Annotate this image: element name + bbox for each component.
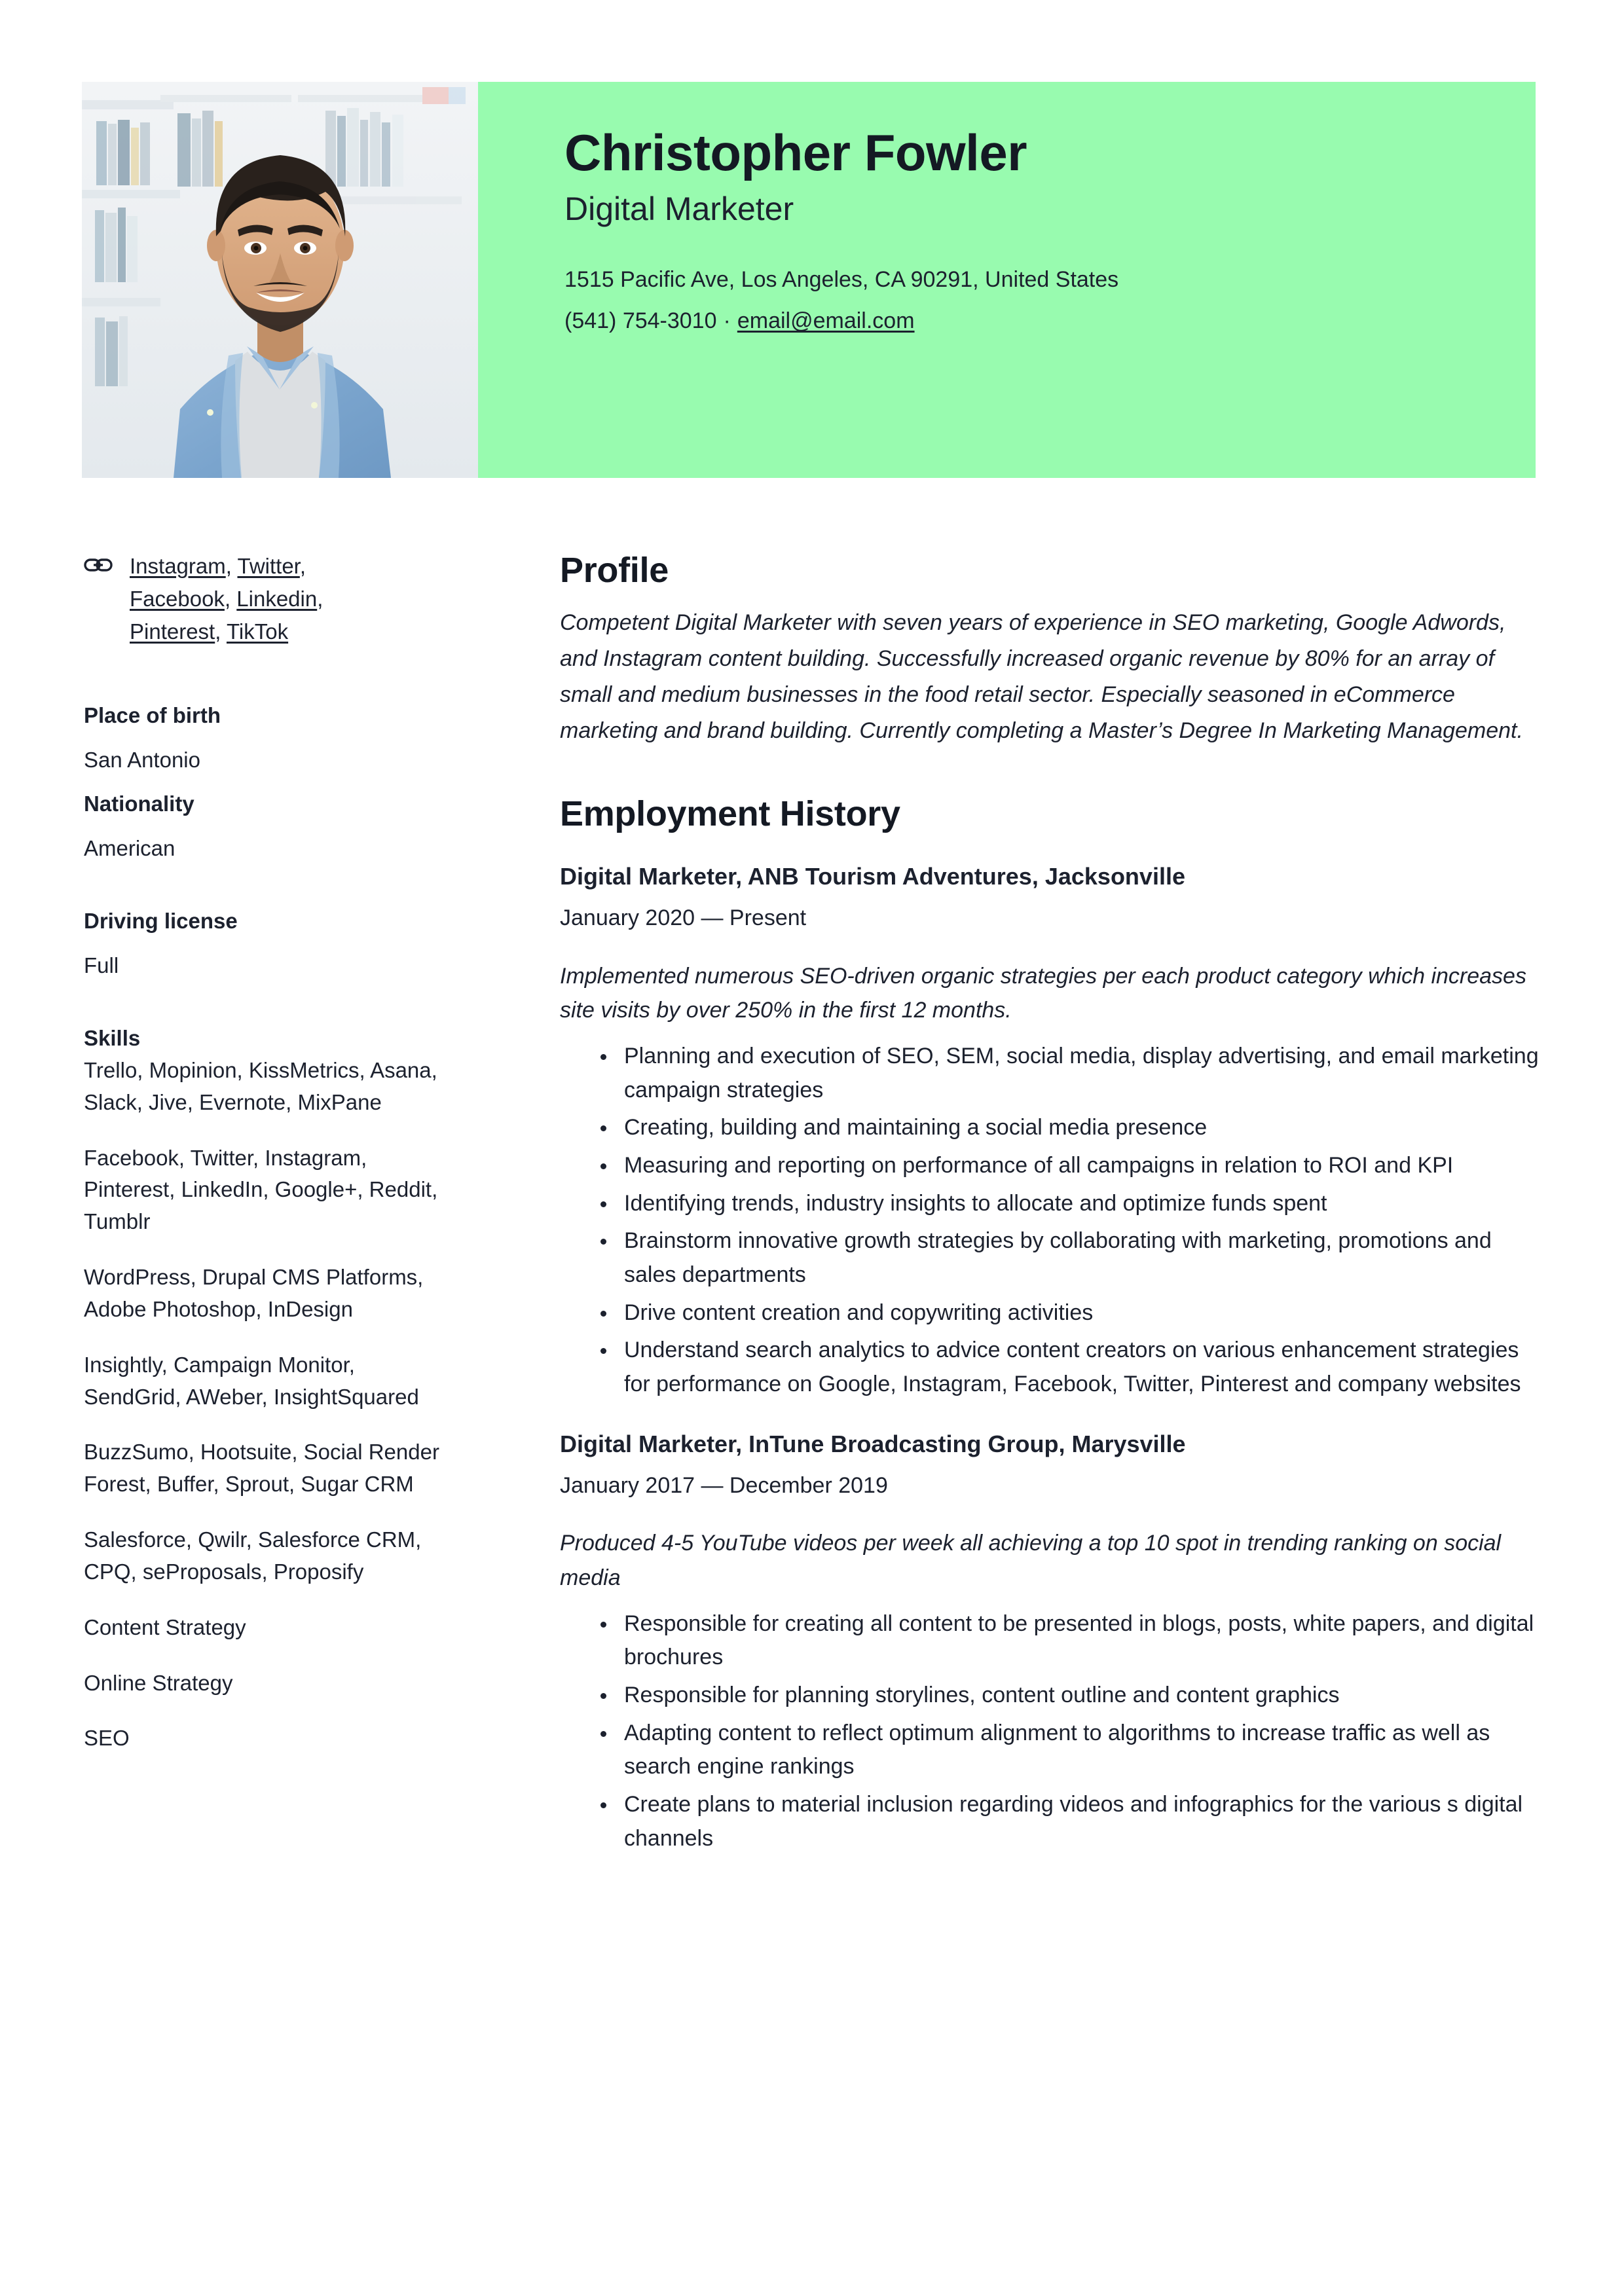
main-content — [560, 550, 1542, 1859]
skill-group: WordPress, Drupal CMS Platforms, Adobe Photoshop, InDesign — [84, 1265, 424, 1321]
link-icon — [84, 550, 113, 572]
social-link-twitter[interactable]: Twitter — [237, 554, 300, 578]
skills-heading: Skills — [84, 1026, 141, 1051]
resume-header — [82, 82, 1536, 478]
social-link-instagram[interactable]: Instagram — [130, 554, 226, 578]
skill-group: Content Strategy — [84, 1614, 246, 1639]
portrait-photo — [82, 82, 478, 478]
job-bullet: Measuring and reporting on performance of all campaigns in relation to ROI and KPI — [600, 1149, 1542, 1183]
contact-separator: · — [723, 308, 731, 334]
detail-driving-license — [84, 905, 477, 981]
job-heading: Digital Marketer, ANB Tourism Adventures, Jacksonville — [560, 863, 1185, 890]
job-bullet: Identifying trends, industry insights to allocate and optimize funds spent — [600, 1187, 1542, 1221]
profile-text: Competent Digital Marketer with seven years of experience in SEO marketing, Google Adwords, and Instagram content building. Successfully increased organic revenue by 80% for an array of small and medium businesses in the food retail sector. Especially seasoned in eCommerce marketing and brand building. Currently completing a Master’s Degree In Marketing Management. — [560, 610, 1523, 744]
job-bullet: Brainstorm innovative growth strategies by collaborating with marketing, promotions and sales departments — [600, 1224, 1542, 1292]
social-link-facebook[interactable]: Facebook — [130, 587, 225, 611]
detail-value: Full — [84, 953, 119, 977]
phone-text: (541) 754-3010 — [564, 308, 717, 334]
skill-group: Insightly, Campaign Monitor, SendGrid, AWeber, InsightSquared — [84, 1352, 419, 1409]
social-link-linkedin[interactable]: Linkedin — [236, 587, 318, 611]
social-links-row — [84, 550, 477, 648]
job-heading: Digital Marketer, InTune Broadcasting Group, Marysville — [560, 1430, 1186, 1457]
spacer — [84, 648, 477, 699]
address-line: 1515 Pacific Ave, Los Angeles, CA 90291, United States — [564, 267, 1119, 292]
job-bullet: Responsible for creating all content to be presented in blogs, posts, white papers, and digital brochures — [600, 1607, 1542, 1675]
job-dates: January 2017 — December 2019 — [560, 1472, 888, 1498]
job-bullet: Responsible for planning storylines, content outline and content graphics — [600, 1679, 1542, 1713]
job-title: Digital Marketer — [564, 190, 794, 227]
email-link[interactable]: email@email.com — [737, 308, 915, 334]
spacer — [84, 864, 477, 905]
job-bullet: Adapting content to reflect optimum alignment to algorithms to increase traffic as well as search engine rankings — [600, 1717, 1542, 1784]
detail-place-of-birth — [84, 699, 477, 776]
profile-section-title: Profile — [560, 551, 669, 590]
job-summary: Implemented numerous SEO-driven organic strategies per each product category which increases site visits by over 250% in the first 12 months. — [560, 963, 1526, 1023]
job-bullet: Creating, building and maintaining a social media presence — [600, 1111, 1542, 1145]
social-link-tiktok[interactable]: TikTok — [226, 619, 289, 644]
job-bullet: Drive content creation and copywriting activities — [600, 1296, 1542, 1330]
detail-value: American — [84, 835, 175, 860]
job-dates: January 2020 — Present — [560, 905, 807, 931]
skill-group: Facebook, Twitter, Instagram, Pinterest, LinkedIn, Google+, Reddit, Tumblr — [84, 1145, 438, 1234]
contact-block — [564, 264, 1118, 338]
job-bullet-list — [560, 1040, 1542, 1402]
detail-value: San Antonio — [84, 747, 200, 772]
skill-group: Online Strategy — [84, 1670, 233, 1695]
skill-group: SEO — [84, 1726, 130, 1751]
job-bullet: Create plans to material inclusion regarding videos and infographics for the various s digital channels — [600, 1788, 1542, 1855]
employment-section-title: Employment History — [560, 794, 900, 834]
spacer — [84, 981, 477, 1022]
job-bullet: Planning and execution of SEO, SEM, social media, display advertising, and email marketing campaign strategies — [600, 1040, 1542, 1107]
detail-label: Nationality — [84, 792, 194, 816]
header-band — [478, 82, 1536, 478]
detail-label: Place of birth — [84, 703, 221, 728]
job-bullet: Understand search analytics to advice content creators on various enhancement strategies for performance on Google, Instagram, Facebook, Twitter, Pinterest and company websites — [600, 1334, 1542, 1401]
phone-email-line — [564, 305, 1118, 337]
skill-group: Salesforce, Qwilr, Salesforce CRM, CPQ, seProposals, Proposify — [84, 1527, 422, 1584]
skill-group: Trello, Mopinion, KissMetrics, Asana, Slack, Jive, Evernote, MixPane — [84, 1057, 437, 1114]
job-summary: Produced 4-5 YouTube videos per week all achieving a top 10 spot in trending ranking on social media — [560, 1531, 1502, 1590]
detail-label: Driving license — [84, 909, 238, 934]
employment-entry — [560, 1429, 1542, 1855]
avatar — [82, 82, 478, 478]
job-bullet-list — [560, 1607, 1542, 1856]
social-links-text: Instagram, Twitter, Facebook, Linkedin, Pinterest, TikTok — [130, 554, 323, 644]
skill-group: BuzzSumo, Hootsuite, Social Render Forest, Buffer, Sprout, Sugar CRM — [84, 1440, 439, 1497]
social-link-pinterest[interactable]: Pinterest — [130, 619, 215, 644]
page-title: Christopher Fowler — [564, 124, 1027, 181]
employment-entry — [560, 862, 1542, 1401]
sidebar — [84, 550, 477, 1778]
detail-nationality — [84, 788, 477, 864]
